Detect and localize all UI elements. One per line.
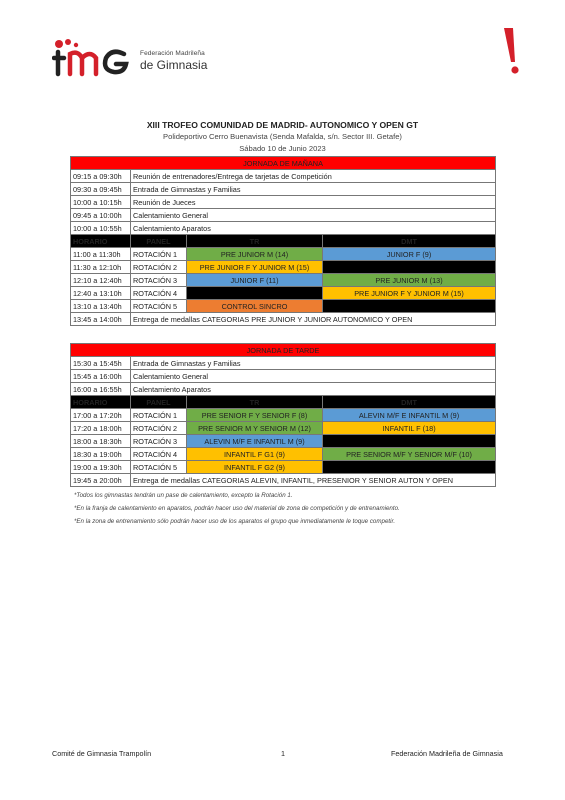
time-cell: 18:00 a 18:30h <box>71 435 131 448</box>
time-cell: 16:00 a 16:55h <box>71 383 131 396</box>
dmt-cell: JUNIOR F (9) <box>323 248 496 261</box>
footnote: *En la franja de calentamiento en aparatos, podrán hacer uso del material de zona de competición y de entrenamiento. <box>74 505 400 512</box>
table-row <box>71 196 496 209</box>
table-row <box>71 357 496 370</box>
time-cell: 15:30 a 15:45h <box>71 357 131 370</box>
afternoon-schedule-table <box>70 343 496 487</box>
footnote: *En la zona de entrenamiento sólo podrán hacer uso de los aparatos el grupo que inmediatamente le toque competir. <box>74 518 396 525</box>
time-cell: 12:40 a 13:10h <box>71 287 131 300</box>
column-header-horario: HORARIO <box>71 235 131 248</box>
tr-cell: ALEVIN M/F E INFANTIL M (9) <box>187 435 323 448</box>
table-row <box>71 370 496 383</box>
column-header-tr: TR <box>187 235 323 248</box>
footnote: *Todos los gimnastas tendrán un pase de calentamiento, excepto la Rotación 1. <box>74 492 293 499</box>
afternoon-section-title: JORNADA DE TARDE <box>71 344 496 357</box>
footnotes <box>74 491 494 530</box>
dmt-cell: INFANTIL F (18) <box>323 422 496 435</box>
panel-cell: ROTACIÓN 5 <box>131 300 187 313</box>
federation-logo <box>52 38 212 80</box>
panel-cell: ROTACIÓN 4 <box>131 287 187 300</box>
rotation-row <box>71 274 496 287</box>
time-cell: 09:30 a 09:45h <box>71 183 131 196</box>
panel-cell: ROTACIÓN 3 <box>131 435 187 448</box>
document-title: XIII TROFEO COMUNIDAD DE MADRID- AUTONOMICO Y OPEN GT <box>146 120 419 130</box>
activity-cell: Entrada de Gimnastas y Familias <box>131 183 496 196</box>
column-header-panel: PANEL <box>131 396 187 409</box>
panel-cell: ROTACIÓN 2 <box>131 261 187 274</box>
rotation-row <box>71 300 496 313</box>
date-text: Sábado 10 de Junio 2023 <box>239 144 326 153</box>
dmt-cell: PRE SENIOR M/F Y SENIOR M/F (10) <box>323 448 496 461</box>
tr-cell: PRE SENIOR M Y SENIOR M (12) <box>187 422 323 435</box>
morning-section-header <box>71 157 496 170</box>
tr-cell: CONTROL SINCRO <box>187 300 323 313</box>
table-row <box>71 170 496 183</box>
column-header-dmt: DMT <box>323 235 496 248</box>
rotation-row <box>71 261 496 274</box>
panel-cell: ROTACIÓN 4 <box>131 448 187 461</box>
tr-cell <box>187 287 323 300</box>
time-cell: 13:45 a 14:00h <box>71 313 131 326</box>
panel-cell: ROTACIÓN 1 <box>131 409 187 422</box>
panel-cell: ROTACIÓN 1 <box>131 248 187 261</box>
activity-cell: Reunión de entrenadores/Entrega de tarjetas de Competición <box>131 170 496 183</box>
tr-cell: PRE JUNIOR M (14) <box>187 248 323 261</box>
dmt-cell <box>323 461 496 474</box>
column-header-tr: TR <box>187 396 323 409</box>
tr-cell: JUNIOR F (11) <box>187 274 323 287</box>
time-cell: 09:45 a 10:00h <box>71 209 131 222</box>
activity-cell: Calentamiento General <box>131 209 496 222</box>
column-header-dmt: DMT <box>323 396 496 409</box>
dmt-cell <box>323 300 496 313</box>
panel-cell: ROTACIÓN 5 <box>131 461 187 474</box>
time-cell: 11:00 a 11:30h <box>71 248 131 261</box>
rotation-row <box>71 422 496 435</box>
dmt-cell: PRE JUNIOR M (13) <box>323 274 496 287</box>
logo-text-line1: Federación Madrileña <box>140 50 205 57</box>
activity-cell: Entrada de Gimnastas y Familias <box>131 357 496 370</box>
time-cell: 18:30 a 19:00h <box>71 448 131 461</box>
rotation-row <box>71 287 496 300</box>
column-header-horario: HORARIO <box>71 396 131 409</box>
time-cell: 10:00 a 10:55h <box>71 222 131 235</box>
rotation-row <box>71 461 496 474</box>
time-cell: 17:00 a 17:20h <box>71 409 131 422</box>
tr-cell: PRE JUNIOR F Y JUNIOR M (15) <box>187 261 323 274</box>
activity-cell: Entrega de medallas CATEGORIAS ALEVIN, INFANTIL, PRESENIOR Y SENIOR AUTON Y OPEN <box>131 474 496 487</box>
awards-row <box>71 313 496 326</box>
activity-cell: Calentamiento Aparatos <box>131 222 496 235</box>
dmt-cell: PRE JUNIOR F Y JUNIOR M (15) <box>323 287 496 300</box>
column-header-row <box>71 396 496 409</box>
community-logo-icon <box>500 26 524 76</box>
column-header-panel: PANEL <box>131 235 187 248</box>
fmg-logo-icon <box>52 38 136 80</box>
time-cell: 19:45 a 20:00h <box>71 474 131 487</box>
afternoon-section-header <box>71 344 496 357</box>
activity-cell: Calentamiento General <box>131 370 496 383</box>
time-cell: 19:00 a 19:30h <box>71 461 131 474</box>
logo-text-line2: de Gimnasia <box>140 58 208 72</box>
time-cell: 09:15 a 09:30h <box>71 170 131 183</box>
activity-cell: Reunión de Jueces <box>131 196 496 209</box>
page-number: 1 <box>281 749 285 758</box>
table-row <box>71 209 496 222</box>
time-cell: 10:00 a 10:15h <box>71 196 131 209</box>
time-cell: 11:30 a 12:10h <box>71 261 131 274</box>
table-row <box>71 183 496 196</box>
time-cell: 15:45 a 16:00h <box>71 370 131 383</box>
morning-schedule-table <box>70 156 496 326</box>
venue-text: Polideportivo Cerro Buenavista (Senda Mafalda, s/n. Sector III. Getafe) <box>163 132 402 141</box>
table-row <box>71 222 496 235</box>
table-row <box>71 383 496 396</box>
rotation-row <box>71 435 496 448</box>
footer-committee: Comité de Gimnasia Trampolín <box>52 749 152 758</box>
dmt-cell: ALEVIN M/F E INFANTIL M (9) <box>323 409 496 422</box>
time-cell: 12:10 a 12:40h <box>71 274 131 287</box>
tr-cell: INFANTIL F G2 (9) <box>187 461 323 474</box>
time-cell: 13:10 a 13:40h <box>71 300 131 313</box>
panel-cell: ROTACIÓN 3 <box>131 274 187 287</box>
time-cell: 17:20 a 18:00h <box>71 422 131 435</box>
column-header-row <box>71 235 496 248</box>
footer-federation: Federación Madrileña de Gimnasia <box>391 749 503 758</box>
tr-cell: PRE SENIOR F Y SENIOR F (8) <box>187 409 323 422</box>
activity-cell: Calentamiento Aparatos <box>131 383 496 396</box>
rotation-row <box>71 448 496 461</box>
panel-cell: ROTACIÓN 2 <box>131 422 187 435</box>
awards-row <box>71 474 496 487</box>
dmt-cell <box>323 435 496 448</box>
morning-section-title: JORNADA DE MAÑANA <box>71 157 496 170</box>
rotation-row <box>71 409 496 422</box>
rotation-row <box>71 248 496 261</box>
dmt-cell <box>323 261 496 274</box>
activity-cell: Entrega de medallas CATEGORIAS PRE JUNIOR Y JUNIOR AUTONOMICO Y OPEN <box>131 313 496 326</box>
tr-cell: INFANTIL F G1 (9) <box>187 448 323 461</box>
